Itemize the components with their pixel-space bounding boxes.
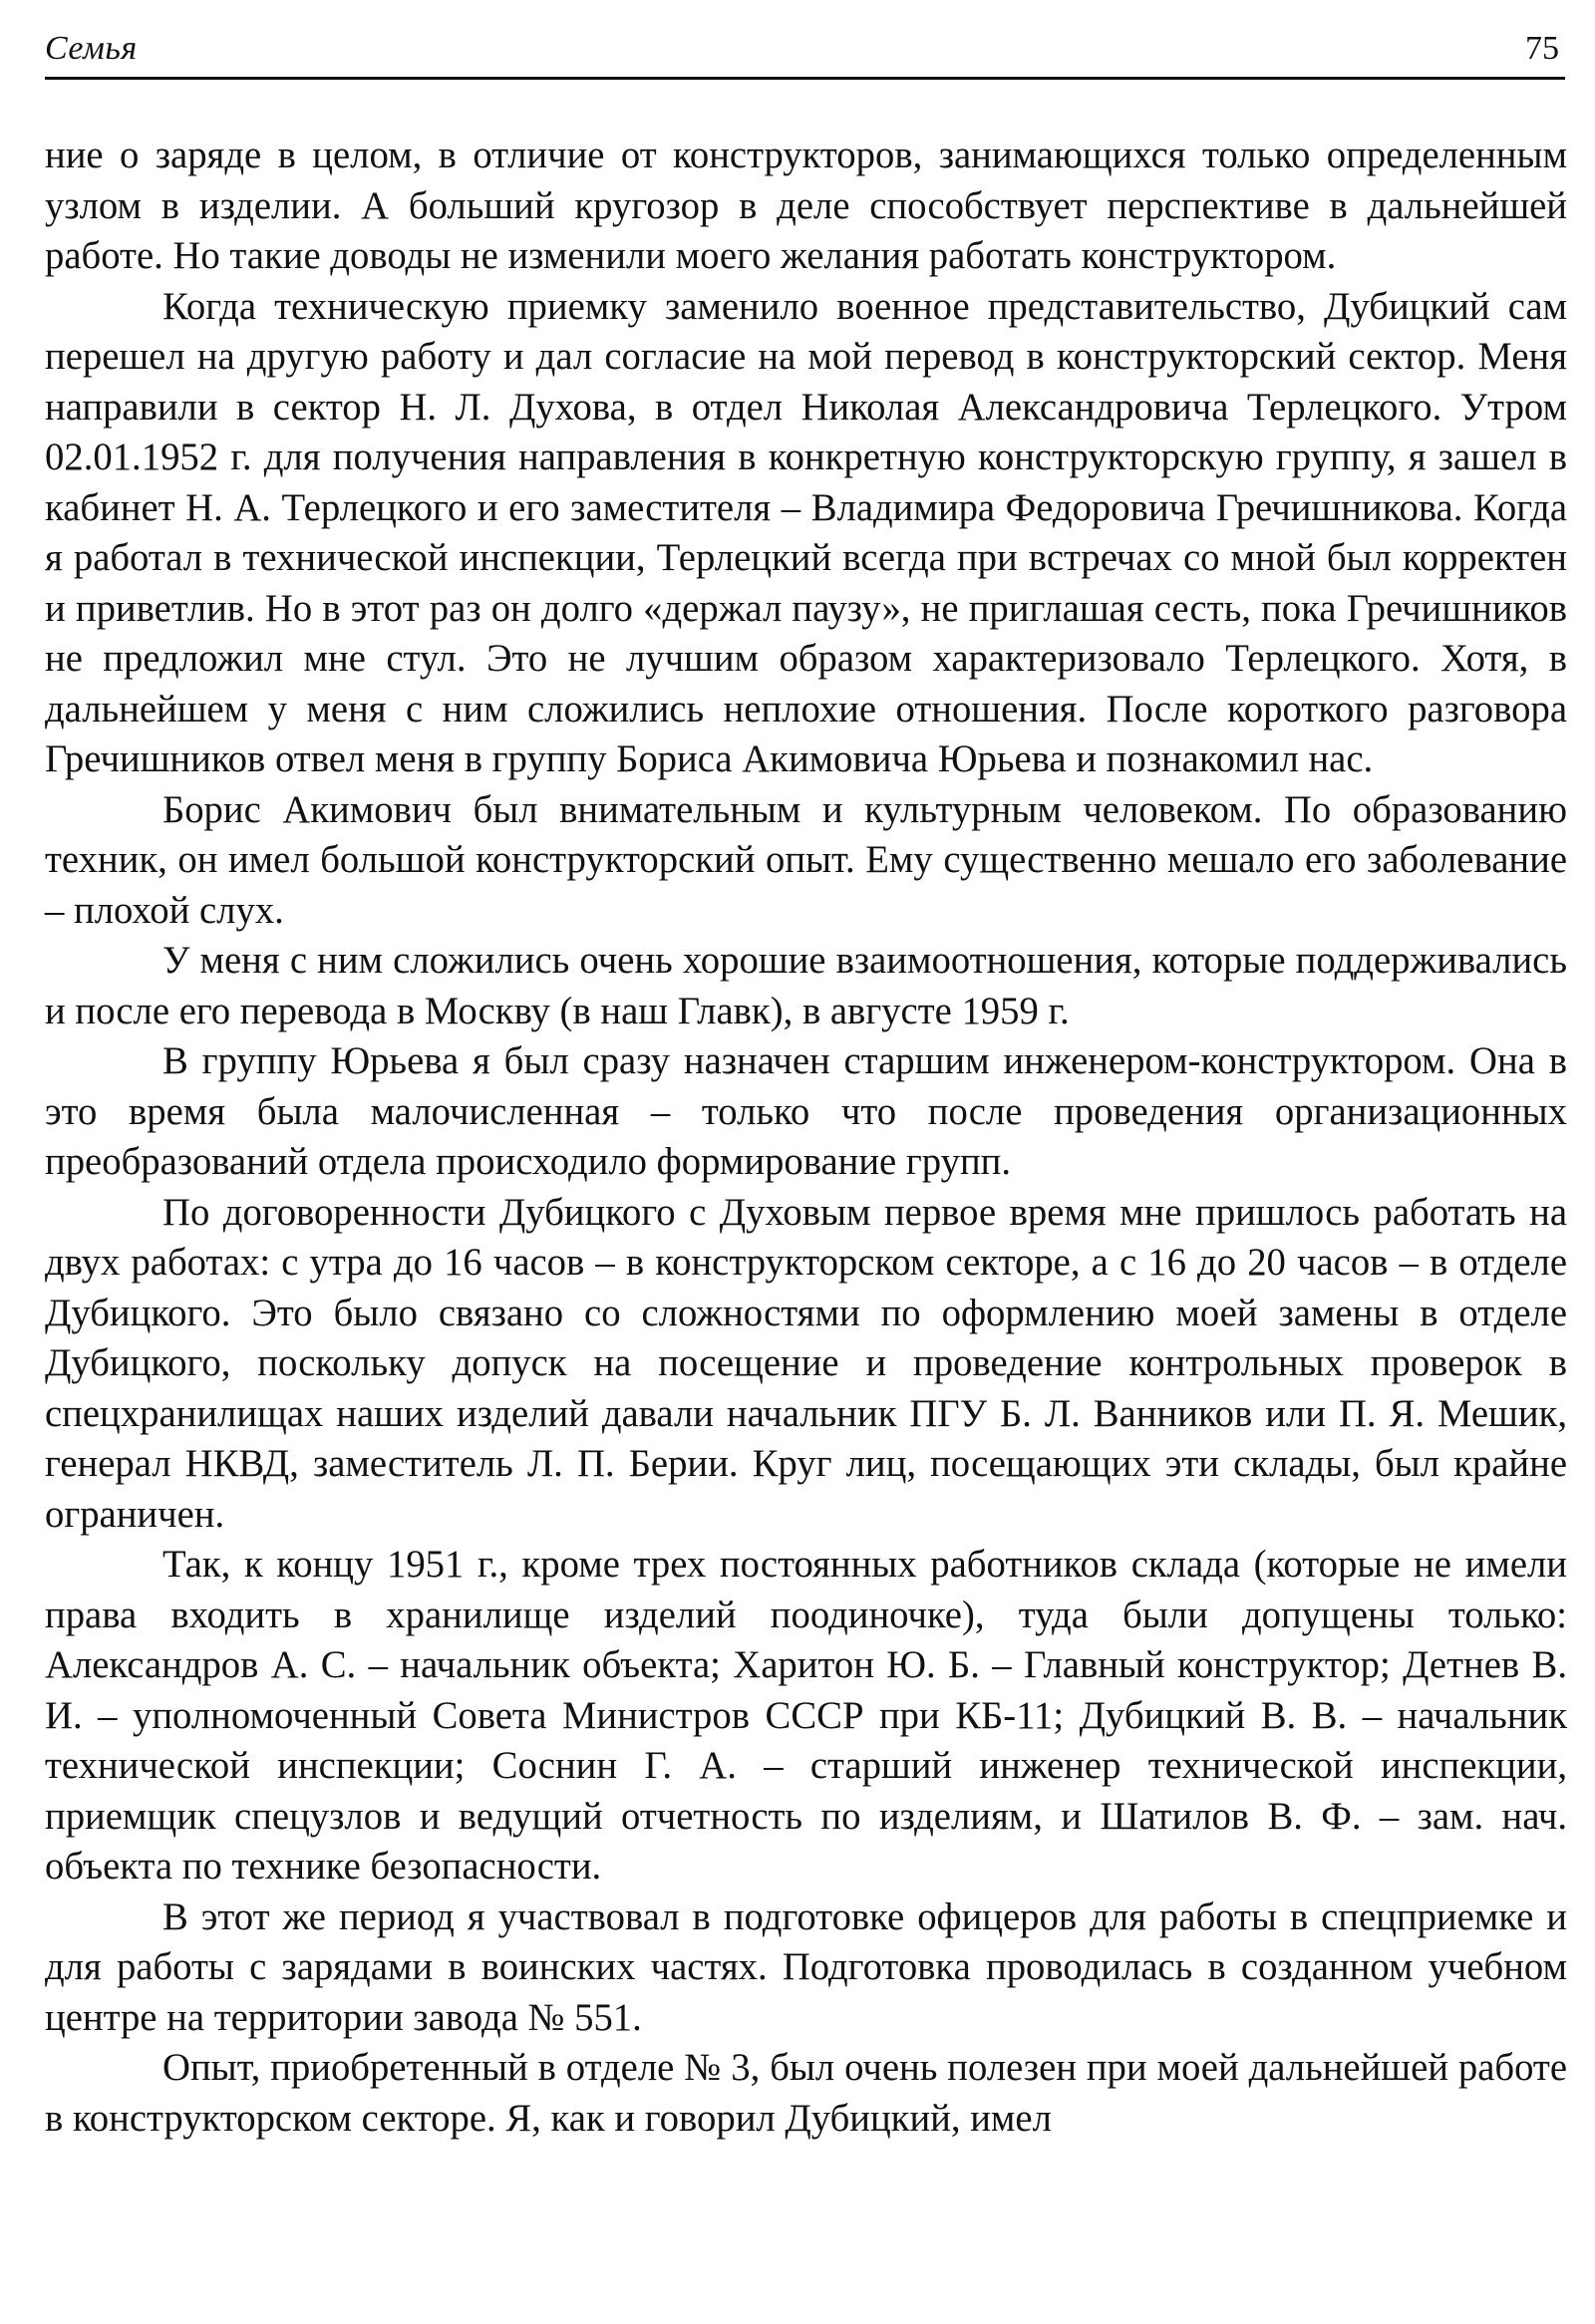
paragraph: Когда техническую приемку заменило военное представительство, Дубицкий сам перешел на другую работу и дал согласие на мой перевод в конструкторский сектор. Меня направили в сектор Н. Л. Духова, в отдел Николая Александровича Терлецкого. Утром 02.01.1952 г. для получения направления в конкретную конструкторскую группу, я зашел в кабинет Н. А. Терлецкого и его заместителя – Владимира Федоровича Гречишникова. Когда я работал в технической инспекции, Терлецкий всегда при встречах со мной был корректен и приветлив. Но в этот раз он долго «держал паузу», не приглашая сесть, пока Гречишников не предложил мне стул. Это не лучшим образом характеризовало Терлецкого. Хотя, в дальнейшем у меня с ним сложились неплохие отношения. После короткого разговора Гречишников отвел меня в группу Бориса Акимовича Юрьева и познакомил нас.: [45, 285, 1567, 780]
paragraph: По договоренности Дубицкого с Духовым первое время мне пришлось работать на двух работах: с утра до 16 часов – в конструкторском секторе, а с 16 до 20 часов – в отделе Дубицкого. Это было связано со сложностями по оформлению моей замены в отделе Дубицкого, поскольку допуск на посещение и проведение контрольных проверок в спецхранилищах наших изделий давали начальник ПГУ Б. Л. Ванников или П. Я. Мешик, генерал НКВД, заместитель Л. П. Берии. Круг лиц, посещающих эти склады, был крайне ограничен.: [45, 1191, 1567, 1536]
paragraph: В группу Юрьева я был сразу назначен старшим инженером-конструктором. Она в это время была малочисленная – только что после проведения организационных преобразований отдела происходило формирование групп.: [45, 1040, 1567, 1183]
running-head: [45, 24, 1565, 80]
paragraph: В этот же период я участвовал в подготовке офицеров для работы в спецприемке и для работы с зарядами в воинских частях. Подготовка проводилась в созданном учебном центре на территории завода № 551.: [45, 1895, 1567, 2039]
paragraph: У меня с ним сложились очень хорошие взаимоотношения, которые поддерживались и после его перевода в Москву (в наш Главк), в августе 1959 г.: [45, 940, 1567, 1032]
paragraph: ние о заряде в целом, в отличие от конструкторов, занимающихся только определенным узлом в изделии. А больший кругозор в деле способствует перспективе в дальнейшей работе. Но такие доводы не изменили моего желания работать конструктором.: [45, 135, 1567, 277]
paragraph: Так, к концу 1951 г., кроме трех постоянных работников склада (которые не имели права входить в хранилище изделий поодиночке), туда были допущены только: Александров А. С. – начальник объекта; Харитон Ю. Б. – Главный конструктор; Детнев В. И. – уполномоченный Совета Министров СССР при КБ-11; Дубицкий В. В. – начальник технической инспекции; Соснин Г. А. – старший инженер технической инспекции, приемщик спецузлов и ведущий отчетность по изделиям, и Шатилов В. Ф. – зам. нач. объекта по технике безопасности.: [45, 1544, 1567, 1888]
body-text: [45, 131, 1567, 2144]
running-title: Семья: [45, 30, 138, 67]
paragraph: Борис Акимович был внимательным и культурным человеком. По образованию техник, он имел большой конструкторский опыт. Ему существенно мешало его заболевание – плохой слух.: [45, 788, 1567, 932]
paragraph: Опыт, приобретенный в отделе № 3, был очень полезен при моей дальнейшей работе в конструкторском секторе. Я, как и говорил Дубицкий, имел: [45, 2047, 1567, 2140]
page-number: 75: [1525, 30, 1559, 67]
